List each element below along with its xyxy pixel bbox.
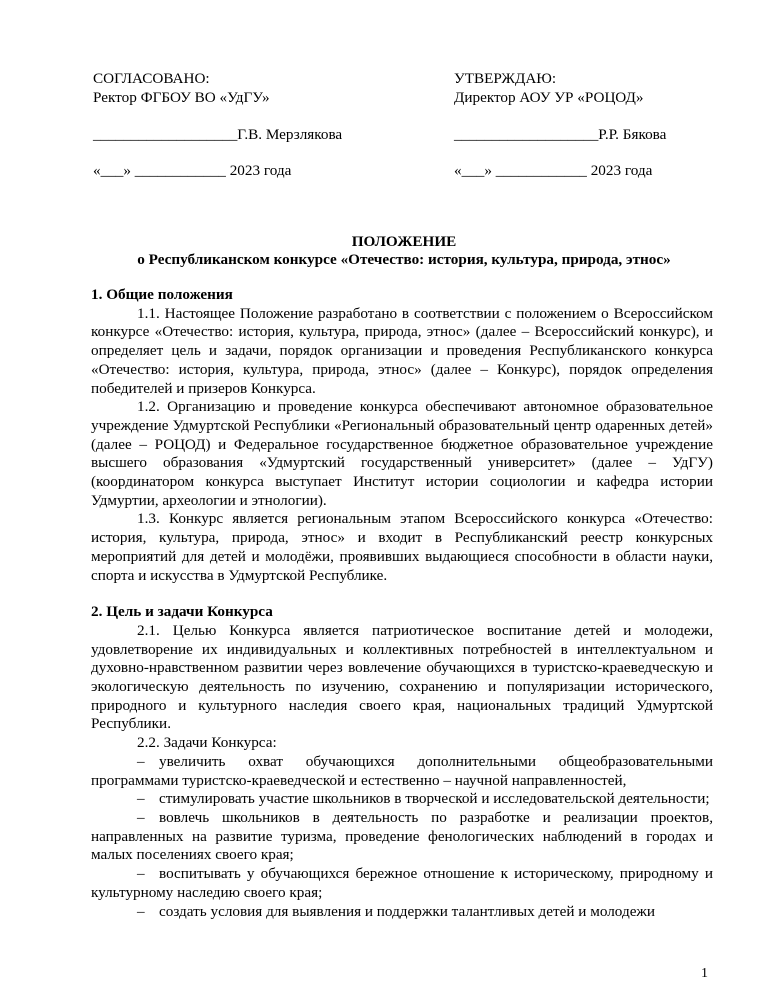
list-item [91, 903, 713, 922]
section-1-heading: 1. Общие положения [91, 286, 233, 303]
approval-right-date: «___» ____________ 2023 года [454, 162, 653, 179]
dash-marker: – [137, 902, 145, 920]
approval-right-title: УТВЕРЖДАЮ: [454, 70, 557, 87]
approval-left-title: СОГЛАСОВАНО: [93, 70, 210, 87]
list-item [91, 865, 713, 902]
page-number: 1 [701, 966, 708, 981]
approval-left-position: Ректор ФГБОУ ВО «УдГУ» [93, 89, 270, 106]
paragraph-1-2: 1.2. Организацию и проведение конкурса обеспечивают автономное образовательное учреждение Удмуртской Республики «Региональный образовательный центр одаренных детей» (далее – РОЦОД) и Федеральное государственное бюджетное образовательное учреждение высшего образования «Удмуртский государственный университет» (далее – УдГУ) (координатором конкурса выступает Институт истории социологии и кафедра истории Удмуртии, археологии и этнологии). [91, 398, 713, 509]
list-item-text: увеличить охват обучающихся дополнительными общеобразовательными программами туристско-краеведческой и естественно – научной направленностей, [91, 752, 713, 789]
paragraph-2-1: 2.1. Целью Конкурса является патриотическое воспитание детей и молодежи, удовлетворение их индивидуальных и коллективных потребностей в интеллектуальном и духовно-нравственном развитии через вовлечение обучающихся в туристско-краеведческую и экологическую деятельность по изучению, сохранению и популяризации исторического, природного и культурного наследия своего края, национальных традиций Удмуртской Республики. [91, 621, 713, 733]
dash-marker: – [137, 790, 145, 808]
dash-marker: – [137, 808, 145, 826]
list-item-text: воспитывать у обучающихся бережное отношение к историческому, природному и культурному наследию своего края; [91, 865, 713, 901]
approval-right-signature: ___________________Р.Р. Бякова [454, 126, 667, 143]
approval-left-date: «___» ____________ 2023 года [93, 162, 292, 179]
list-item [91, 809, 713, 865]
dash-marker: – [137, 865, 145, 883]
approval-right-position: Директор АОУ УР «РОЦОД» [454, 89, 644, 106]
list-item-text: вовлечь школьников в деятельность по разработке и реализации проектов, направленных на развитие туризма, проведение фенологических наблюдений в городах и малых поселениях своего края; [91, 808, 713, 864]
dash-marker: – [137, 752, 145, 770]
list-item [91, 753, 713, 790]
approval-left-signature: ___________________Г.В. Мерзлякова [93, 126, 343, 143]
document-subtitle: о Республиканском конкурсе «Отечество: история, культура, природа, этнос» [137, 251, 671, 268]
paragraph-1-3: 1.3. Конкурс является региональным этапом Всероссийского конкурса «Отечество: история, культура, природа, этнос» и входит в Республиканский реестр конкурсных мероприятий для детей и молодёжи, проявивших выдающиеся способности в области науки, спорта и искусства в Удмуртской Республике. [91, 510, 713, 584]
document-title: ПОЛОЖЕНИЕ [351, 233, 457, 250]
section-2-heading: 2. Цель и задачи Конкурса [91, 603, 273, 621]
document-body [91, 286, 713, 921]
list-item-text: стимулировать участие школьников в творческой и исследовательской деятельности; [159, 790, 710, 808]
list-item-text: создать условия для выявления и поддержки талантливых детей и молодежи [159, 902, 656, 920]
paragraph-2-2: 2.2. Задачи Конкурса: [137, 734, 277, 752]
section-spacer [91, 585, 713, 603]
list-item [91, 790, 713, 809]
paragraph-1-1: 1.1. Настоящее Положение разработано в соответствии с положением о Всероссийском конкурсе «Отечество: история, культура, природа, этнос» (далее – Всероссийский конкурс), и определяет цель и задачи, порядок организации и проведения Республиканского конкурса «Отечество: история, культура, природа, этнос» (далее – Конкурс), порядок определения победителей и призеров Конкурса. [91, 304, 713, 397]
